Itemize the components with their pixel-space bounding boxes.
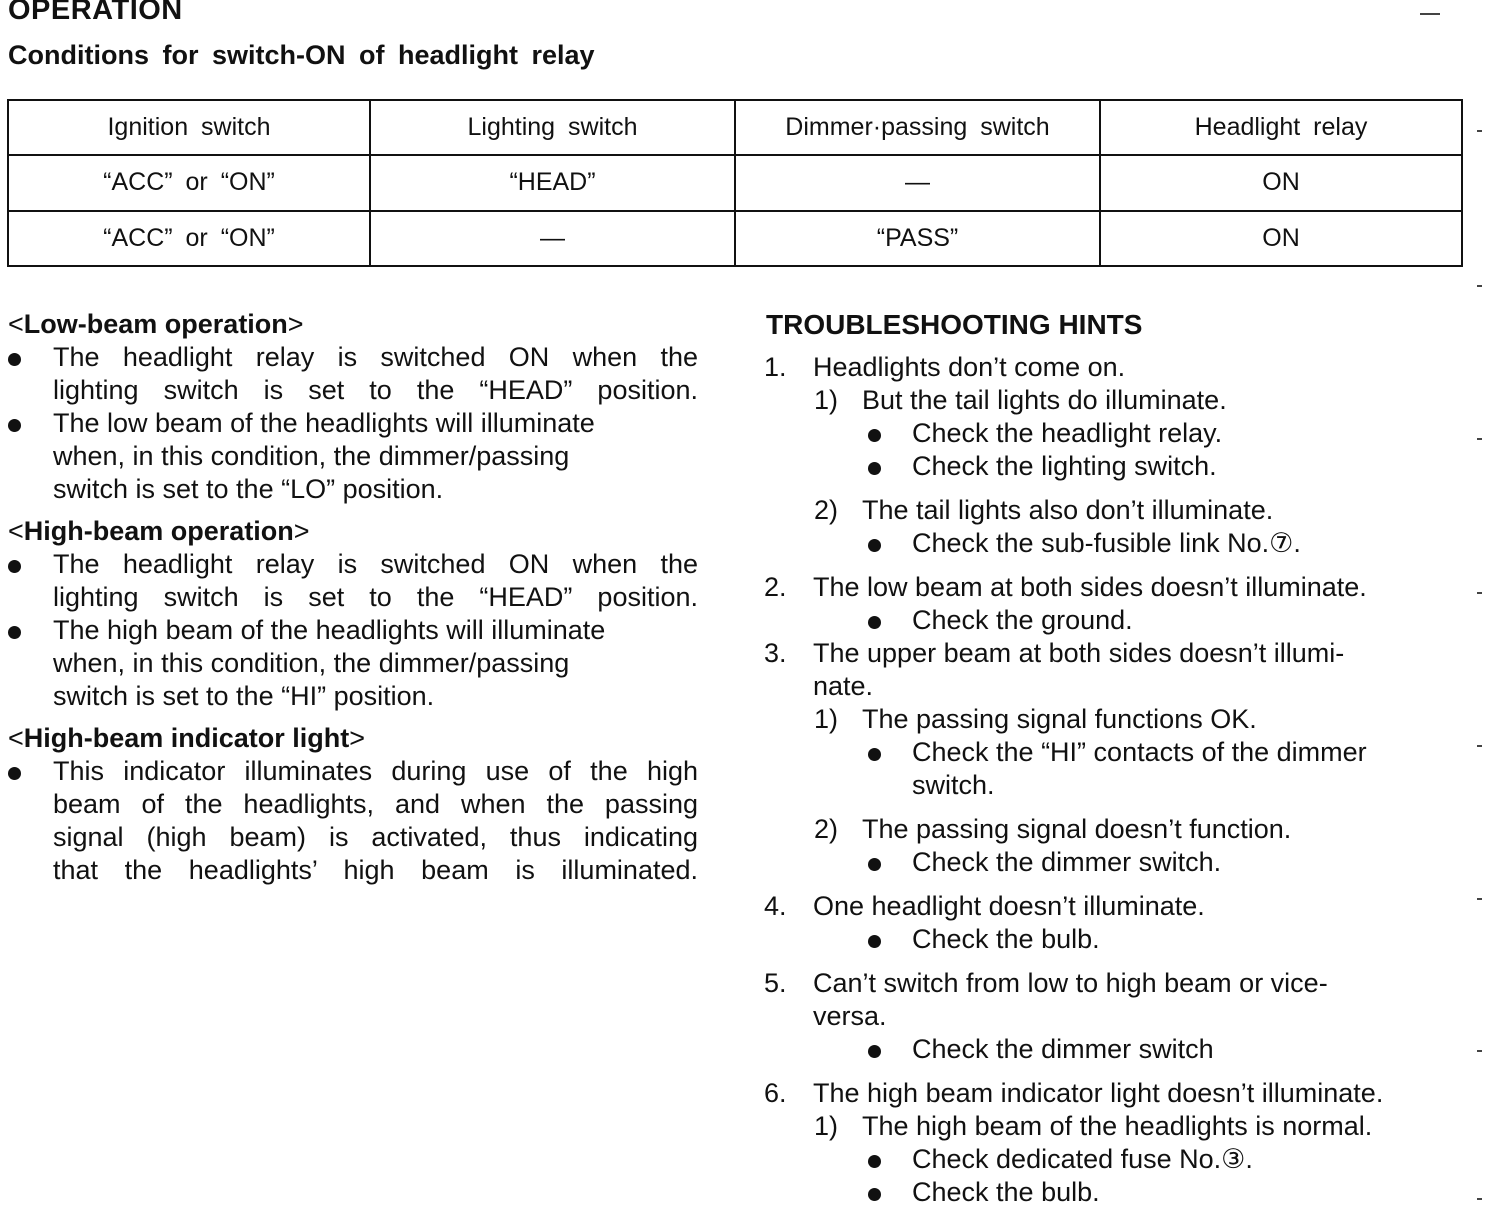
table-cell: —: [735, 155, 1100, 210]
table-cell: —: [370, 211, 735, 266]
list-item: Check the “HI” contacts of the dimmer: [764, 736, 1464, 769]
scan-mark: [1477, 130, 1482, 132]
list-item: The high beam of the headlights will illuminate when, in this condition, the dimmer/passing switch is set to the “HI” position.: [8, 614, 698, 713]
list-item: Check the sub-fusible link No.⑦.: [764, 527, 1464, 560]
troubleshooting-title: TROUBLESHOOTING HINTS: [766, 309, 1143, 340]
table-header-cell: Ignition switch: [8, 100, 370, 155]
table-header-cell: Dimmer·passing switch: [735, 100, 1100, 155]
list-item: 5. Can’t switch from low to high beam or vice-: [764, 968, 1328, 998]
list-item: Check the bulb.: [764, 1176, 1464, 1209]
scan-mark: [1477, 438, 1482, 440]
scan-mark: [1420, 13, 1440, 15]
list-item: This indicator illuminates during use of the high beam of the headlights, and when the passing signal (high beam) is activated, thus indicating that the headlights’ high beam is illuminated.: [8, 755, 698, 887]
table-cell: “ACC” or “ON”: [8, 211, 370, 266]
table-header-cell: Lighting switch: [370, 100, 735, 155]
scan-mark: [1477, 1050, 1482, 1052]
table-cell: ON: [1100, 155, 1462, 210]
list-item: The low beam of the headlights will illuminate when, in this condition, the dimmer/passing switch is set to the “LO” position.: [8, 407, 698, 506]
bullet-icon: [868, 462, 881, 475]
indicator-title: <High-beam indicator light>: [8, 723, 366, 753]
list-item: The headlight relay is switched ON when the lighting switch is set to the “HEAD” position.: [8, 341, 698, 407]
list-item: 2. The low beam at both sides doesn’t illuminate.: [764, 572, 1367, 602]
table-cell: “PASS”: [735, 211, 1100, 266]
low-beam-title: <Low-beam operation>: [8, 309, 304, 339]
scan-mark: [1477, 285, 1482, 287]
bullet-icon: [868, 539, 881, 552]
list-item: Check the dimmer switch.: [764, 846, 1464, 879]
table-cell: “HEAD”: [370, 155, 735, 210]
page-title: OPERATION: [8, 0, 183, 26]
list-item: Check the bulb.: [764, 923, 1464, 956]
list-item: 2) The passing signal doesn’t function.: [814, 814, 1292, 844]
table-header-cell: Headlight relay: [1100, 100, 1462, 155]
list-item-continuation: versa.: [813, 1001, 887, 1031]
bullet-icon: [868, 748, 881, 761]
bullet-icon: [868, 1155, 881, 1168]
list-item: The headlight relay is switched ON when the lighting switch is set to the “HEAD” position.: [8, 548, 698, 614]
list-item: 1) The high beam of the headlights is normal.: [814, 1111, 1373, 1141]
bullet-icon: [8, 767, 21, 780]
list-item-continuation: switch.: [912, 770, 995, 800]
high-beam-title: <High-beam operation>: [8, 516, 310, 546]
bullet-icon: [868, 1188, 881, 1201]
operation-column: [8, 308, 698, 887]
table-row: [8, 155, 1462, 210]
list-item: 4. One headlight doesn’t illuminate.: [764, 891, 1205, 921]
relay-conditions-table: [7, 99, 1463, 267]
list-item: 1) The passing signal functions OK.: [814, 704, 1257, 734]
bullet-icon: [868, 616, 881, 629]
list-item: Check the ground.: [764, 604, 1464, 637]
scan-mark: [1477, 745, 1482, 747]
bullet-icon: [868, 429, 881, 442]
list-item: Check the headlight relay.: [764, 417, 1464, 450]
list-item: Check the dimmer switch: [764, 1033, 1464, 1066]
table-cell: “ACC” or “ON”: [8, 155, 370, 210]
table-cell: ON: [1100, 211, 1462, 266]
list-item: 1) But the tail lights do illuminate.: [814, 385, 1227, 415]
list-item-continuation: nate.: [813, 671, 874, 701]
bullet-icon: [8, 353, 21, 366]
table-row: [8, 211, 1462, 266]
scan-mark: [1477, 898, 1482, 900]
bullet-icon: [8, 626, 21, 639]
list-item: 3. The upper beam at both sides doesn’t illumi-: [764, 638, 1345, 668]
list-item: 1. Headlights don’t come on.: [764, 352, 1126, 382]
list-item: 6. The high beam indicator light doesn’t illuminate.: [764, 1078, 1384, 1108]
list-item: Check dedicated fuse No.③.: [764, 1143, 1464, 1176]
list-item: Check the lighting switch.: [764, 450, 1464, 483]
list-item: 2) The tail lights also don’t illuminate.: [814, 495, 1274, 525]
bullet-icon: [868, 935, 881, 948]
scan-mark: [1477, 1198, 1482, 1200]
scan-mark: [1477, 592, 1482, 594]
table-header-row: [8, 100, 1462, 155]
bullet-icon: [8, 560, 21, 573]
troubleshooting-column: [764, 308, 1464, 1209]
section-subtitle: Conditions for switch-ON of headlight relay: [8, 40, 595, 70]
bullet-icon: [868, 1045, 881, 1058]
bullet-icon: [868, 858, 881, 871]
bullet-icon: [8, 419, 21, 432]
